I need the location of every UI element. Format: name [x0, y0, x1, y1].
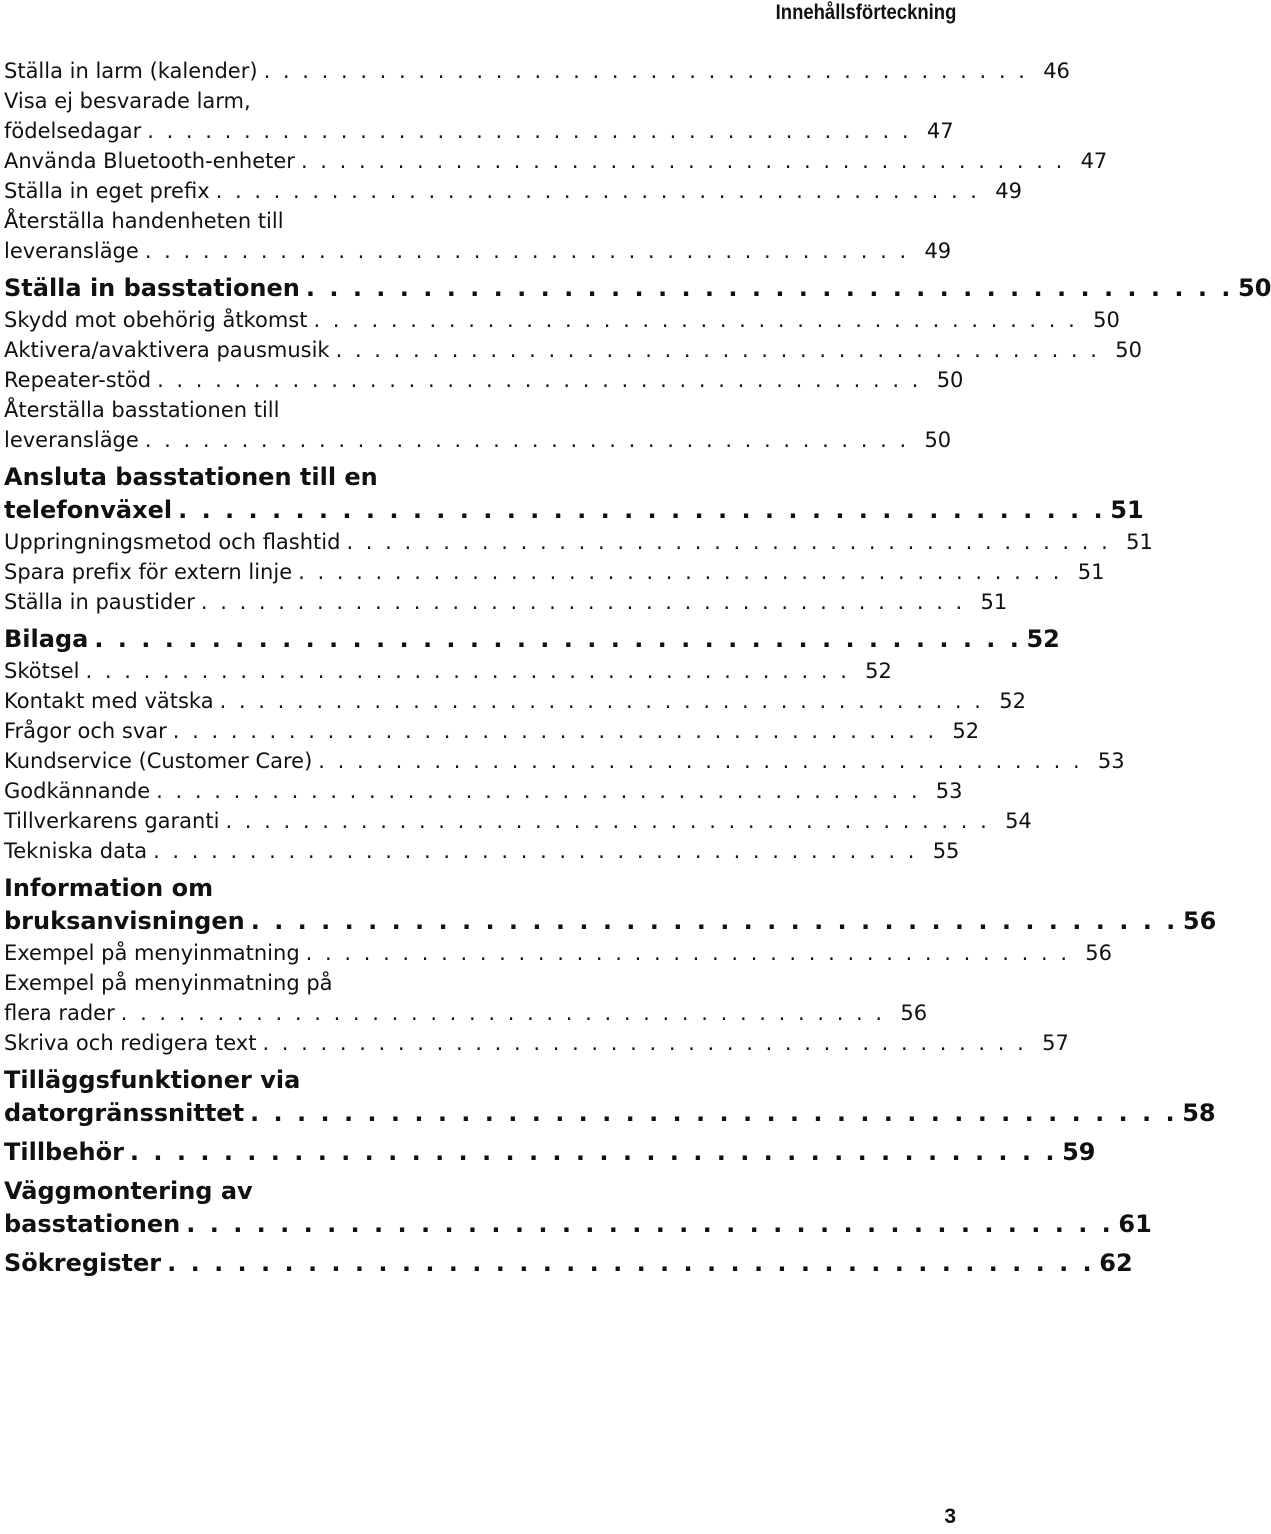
- toc-entry-line: [4, 1028, 1069, 1058]
- toc-entry-line: [4, 116, 954, 146]
- toc-entry-line: [4, 425, 952, 455]
- toc-section-entry[interactable]: [4, 776, 963, 806]
- toc-page-number: 52: [952, 719, 980, 743]
- toc-page-number: 49: [995, 179, 1022, 203]
- toc-page-number: 58: [1182, 1099, 1216, 1127]
- toc-entry-title: Återställa basstationen till: [4, 398, 280, 422]
- dot-leader: . . . . . . . . . . . . . . . . . . . . . . . . . . . . . . . . . . . . . . . .: [305, 274, 1234, 302]
- toc-entry-line: [4, 746, 1125, 776]
- toc-entry-title: Tilläggsfunktioner via: [4, 1066, 301, 1094]
- toc-section-entry[interactable]: [4, 395, 952, 455]
- toc-chapter-entry[interactable]: [4, 461, 1144, 527]
- toc-page-number: 50: [1093, 308, 1120, 332]
- toc-entry-title: basstationen: [4, 1210, 181, 1238]
- dot-leader: . . . . . . . . . . . . . . . . . . . . . . . . . . . . . . . . . . . . . . . .: [263, 59, 1028, 83]
- page-number: 3: [944, 1505, 956, 1528]
- toc-section-entry[interactable]: [4, 836, 960, 866]
- toc-page-number: 59: [1062, 1138, 1096, 1166]
- toc-entry-line: [4, 557, 1105, 587]
- toc-page-number: 52: [999, 689, 1026, 713]
- toc-entry-line: [4, 656, 892, 686]
- toc-entry-line: [4, 836, 960, 866]
- toc-entry-title: flera rader: [4, 1001, 115, 1025]
- toc-page-number: 51: [980, 590, 1008, 614]
- toc-entry-title: Kontakt med vätska: [4, 689, 214, 713]
- toc-entry-line: [4, 1064, 448, 1097]
- dot-leader: . . . . . . . . . . . . . . . . . . . . . . . . . . . . . . . . . . . . . . . .: [120, 1001, 886, 1025]
- toc-page-number: 50: [924, 428, 952, 452]
- toc-entry-line: [4, 494, 1144, 527]
- dot-leader: . . . . . . . . . . . . . . . . . . . . . . . . . . . . . . . . . . . . . . . .: [167, 1249, 1095, 1277]
- toc-entry-line: [4, 335, 1142, 365]
- toc-entry-title: Använda Bluetooth-enheter: [4, 149, 295, 173]
- toc-entry-line: [4, 872, 448, 905]
- toc-entry-line: [4, 1175, 448, 1208]
- dot-leader: . . . . . . . . . . . . . . . . . . . . . . . . . . . . . . . . . . . . . . . .: [219, 689, 984, 713]
- toc-section-entry[interactable]: [4, 365, 964, 395]
- toc-entry-title: Ställa in eget prefix: [4, 179, 210, 203]
- toc-chapter-entry[interactable]: [4, 1064, 1216, 1130]
- toc-section-entry[interactable]: [4, 746, 1125, 776]
- toc-entry-line: [4, 905, 1217, 938]
- toc-entry-title: Väggmontering av: [4, 1177, 253, 1205]
- toc-entry-title: leveransläge: [4, 239, 139, 263]
- toc-chapter-entry[interactable]: [4, 272, 1271, 305]
- toc-entry-line: [4, 968, 448, 998]
- dot-leader: . . . . . . . . . . . . . . . . . . . . . . . . . . . . . . . . . . . . . . . .: [144, 428, 910, 452]
- toc-entry-line: [4, 527, 1153, 557]
- dot-leader: . . . . . . . . . . . . . . . . . . . . . . . . . . . . . . . . . . . . . . . .: [144, 239, 910, 263]
- toc-entry-title: Information om: [4, 874, 214, 902]
- toc-entry-title: Exempel på menyinmatning: [4, 941, 300, 965]
- dot-leader: . . . . . . . . . . . . . . . . . . . . . . . . . . . . . . . . . . . . . . . .: [318, 749, 1083, 773]
- toc-entry-line: [4, 1208, 1152, 1241]
- toc-entry-title: Tillverkarens garanti: [4, 809, 220, 833]
- dot-leader: . . . . . . . . . . . . . . . . . . . . . . . . . . . . . . . . . . . . . . . .: [335, 338, 1100, 362]
- toc-entry-line: [4, 461, 448, 494]
- toc-entry-title: Ställa in paustider: [4, 590, 195, 614]
- toc-chapter-entry[interactable]: [4, 1175, 1152, 1241]
- toc-entry-title: Spara prefix för extern linje: [4, 560, 293, 584]
- dot-leader: . . . . . . . . . . . . . . . . . . . . . . . . . . . . . . . . . . . . . . . .: [346, 530, 1111, 554]
- toc-section-entry[interactable]: [4, 146, 1108, 176]
- toc-entry-line: [4, 1097, 1216, 1130]
- dot-leader: . . . . . . . . . . . . . . . . . . . . . . . . . . . . . . . . . . . . . . . .: [215, 179, 980, 203]
- dot-leader: . . . . . . . . . . . . . . . . . . . . . . . . . . . . . . . . . . . . . . . .: [200, 590, 966, 614]
- toc-entry-title: Sökregister: [4, 1249, 162, 1277]
- dot-leader: . . . . . . . . . . . . . . . . . . . . . . . . . . . . . . . . . . . . . . . .: [156, 779, 921, 803]
- toc-page-number: 51: [1126, 530, 1153, 554]
- toc-entry-line: [4, 716, 980, 746]
- toc-entry-title: Ställa in basstationen: [4, 274, 300, 302]
- toc-page-number: 56: [900, 1001, 928, 1025]
- toc-entry-title: Tekniska data: [4, 839, 148, 863]
- dot-leader: . . . . . . . . . . . . . . . . . . . . . . . . . . . . . . . . . . . . . . . .: [305, 941, 1071, 965]
- dot-leader: . . . . . . . . . . . . . . . . . . . . . . . . . . . . . . . . . . . . . . . .: [172, 719, 938, 743]
- dot-leader: . . . . . . . . . . . . . . . . . . . . . . . . . . . . . . . . . . . . . . . .: [153, 839, 918, 863]
- toc-page-number: 54: [1005, 809, 1032, 833]
- toc-entry-line: [4, 1247, 1133, 1280]
- toc-entry-title: Kundservice (Customer Care): [4, 749, 313, 773]
- toc-entry-title: Återställa handenheten till: [4, 209, 284, 233]
- toc-page-number: 57: [1042, 1031, 1069, 1055]
- toc-section-entry[interactable]: [4, 968, 928, 1028]
- toc-page-number: 49: [924, 239, 952, 263]
- toc-page-number: 47: [1080, 149, 1108, 173]
- toc-entry-line: [4, 305, 1120, 335]
- toc-section-entry[interactable]: [4, 806, 1032, 836]
- dot-leader: . . . . . . . . . . . . . . . . . . . . . . . . . . . . . . . . . . . . . . . .: [129, 1138, 1058, 1166]
- toc-page-number: 47: [926, 119, 954, 143]
- toc-entry-line: [4, 272, 1271, 305]
- toc-entry-line: [4, 176, 1022, 206]
- toc-page-number: 50: [1115, 338, 1142, 362]
- toc-section-entry[interactable]: [4, 557, 1105, 587]
- toc-entry-line: [4, 365, 964, 395]
- toc-entry-line: [4, 938, 1113, 968]
- toc-entry-title: Godkännande: [4, 779, 151, 803]
- toc-entry-title: Tillbehör: [4, 1138, 124, 1166]
- toc-section-entry[interactable]: [4, 686, 1026, 716]
- toc-entry-title: Exempel på menyinmatning på: [4, 971, 333, 995]
- toc-entry-line: [4, 56, 1070, 86]
- table-of-contents: [4, 56, 1271, 1280]
- dot-leader: . . . . . . . . . . . . . . . . . . . . . . . . . . . . . . . . . . . . . . . .: [94, 625, 1022, 653]
- dot-leader: . . . . . . . . . . . . . . . . . . . . . . . . . . . . . . . . . . . . . . . .: [298, 560, 1063, 584]
- toc-entry-line: [4, 236, 952, 266]
- toc-page-number: 51: [1110, 496, 1144, 524]
- dot-leader: . . . . . . . . . . . . . . . . . . . . . . . . . . . . . . . . . . . . . . . .: [186, 1210, 1114, 1238]
- toc-entry-line: [4, 776, 963, 806]
- toc-page-number: 53: [1097, 749, 1125, 773]
- toc-page-number: 50: [1238, 274, 1271, 302]
- toc-page-number: 61: [1118, 1210, 1152, 1238]
- toc-page-number: 50: [936, 368, 964, 392]
- dot-leader: . . . . . . . . . . . . . . . . . . . . . . . . . . . . . . . . . . . . . . . .: [300, 149, 1066, 173]
- toc-entry-title: födelsedagar: [4, 119, 142, 143]
- toc-page-number: 56: [1182, 907, 1217, 935]
- toc-entry-title: Frågor och svar: [4, 719, 167, 743]
- toc-page-number: 52: [865, 659, 892, 683]
- toc-entry-title: datorgränssnittet: [4, 1099, 245, 1127]
- toc-page-number: 62: [1099, 1249, 1133, 1277]
- toc-entry-title: Ansluta basstationen till en: [4, 463, 378, 491]
- toc-section-entry[interactable]: [4, 176, 1022, 206]
- toc-entry-title: Visa ej besvarade larm,: [4, 89, 251, 113]
- toc-page-number: 46: [1043, 59, 1070, 83]
- toc-entry-line: [4, 146, 1108, 176]
- toc-entry-line: [4, 686, 1026, 716]
- dot-leader: . . . . . . . . . . . . . . . . . . . . . . . . . . . . . . . . . . . . . . . .: [250, 907, 1179, 935]
- toc-chapter-entry[interactable]: [4, 1247, 1133, 1280]
- dot-leader: . . . . . . . . . . . . . . . . . . . . . . . . . . . . . . . . . . . . . . . .: [250, 1099, 1178, 1127]
- toc-section-entry[interactable]: [4, 206, 952, 266]
- toc-entry-title: telefonväxel: [4, 496, 173, 524]
- dot-leader: . . . . . . . . . . . . . . . . . . . . . . . . . . . . . . . . . . . . . . . .: [157, 368, 922, 392]
- toc-entry-title: Skydd mot obehörig åtkomst: [4, 308, 308, 332]
- dot-leader: . . . . . . . . . . . . . . . . . . . . . . . . . . . . . . . . . . . . . . . .: [147, 119, 912, 143]
- toc-entry-title: Uppringningsmetod och flashtid: [4, 530, 341, 554]
- toc-chapter-entry[interactable]: [4, 623, 1060, 656]
- toc-entry-title: leveransläge: [4, 428, 139, 452]
- toc-entry-line: [4, 206, 448, 236]
- dot-leader: . . . . . . . . . . . . . . . . . . . . . . . . . . . . . . . . . . . . . . . .: [178, 496, 1106, 524]
- toc-page-number: 52: [1026, 625, 1060, 653]
- toc-entry-title: Aktivera/avaktivera pausmusik: [4, 338, 330, 362]
- toc-entry-line: [4, 395, 448, 425]
- toc-entry-line: [4, 623, 1060, 656]
- toc-page-number: 53: [935, 779, 963, 803]
- toc-page-number: 55: [932, 839, 960, 863]
- toc-entry-title: Repeater-stöd: [4, 368, 152, 392]
- toc-section-entry[interactable]: [4, 716, 980, 746]
- dot-leader: . . . . . . . . . . . . . . . . . . . . . . . . . . . . . . . . . . . . . . . .: [313, 308, 1078, 332]
- toc-section-entry[interactable]: [4, 1028, 1069, 1058]
- toc-entry-title: Ställa in larm (kalender): [4, 59, 258, 83]
- toc-entry-line: [4, 1136, 1096, 1169]
- toc-entry-line: [4, 998, 928, 1028]
- toc-section-entry[interactable]: [4, 527, 1153, 557]
- toc-entry-title: Skötsel: [4, 659, 80, 683]
- toc-entry-line: [4, 806, 1032, 836]
- dot-leader: . . . . . . . . . . . . . . . . . . . . . . . . . . . . . . . . . . . . . . . .: [225, 809, 990, 833]
- toc-entry-title: Bilaga: [4, 625, 89, 653]
- toc-chapter-entry[interactable]: [4, 872, 1217, 938]
- toc-section-entry[interactable]: [4, 938, 1113, 968]
- toc-entry-line: [4, 86, 448, 116]
- toc-page-number: 56: [1085, 941, 1113, 965]
- toc-section-entry[interactable]: [4, 656, 892, 686]
- dot-leader: . . . . . . . . . . . . . . . . . . . . . . . . . . . . . . . . . . . . . . . .: [85, 659, 850, 683]
- toc-section-entry[interactable]: [4, 335, 1142, 365]
- toc-entry-title: bruksanvisningen: [4, 907, 245, 935]
- toc-entry-line: [4, 587, 1008, 617]
- toc-page-number: 51: [1077, 560, 1105, 584]
- toc-section-entry[interactable]: [4, 305, 1120, 335]
- dot-leader: . . . . . . . . . . . . . . . . . . . . . . . . . . . . . . . . . . . . . . . .: [262, 1031, 1027, 1055]
- page-header-title: Innehållsförteckning: [775, 1, 956, 24]
- toc-chapter-entry[interactable]: [4, 1136, 1096, 1169]
- toc-section-entry[interactable]: [4, 56, 1070, 86]
- toc-section-entry[interactable]: [4, 587, 1008, 617]
- toc-entry-title: Skriva och redigera text: [4, 1031, 257, 1055]
- toc-section-entry[interactable]: [4, 86, 954, 146]
